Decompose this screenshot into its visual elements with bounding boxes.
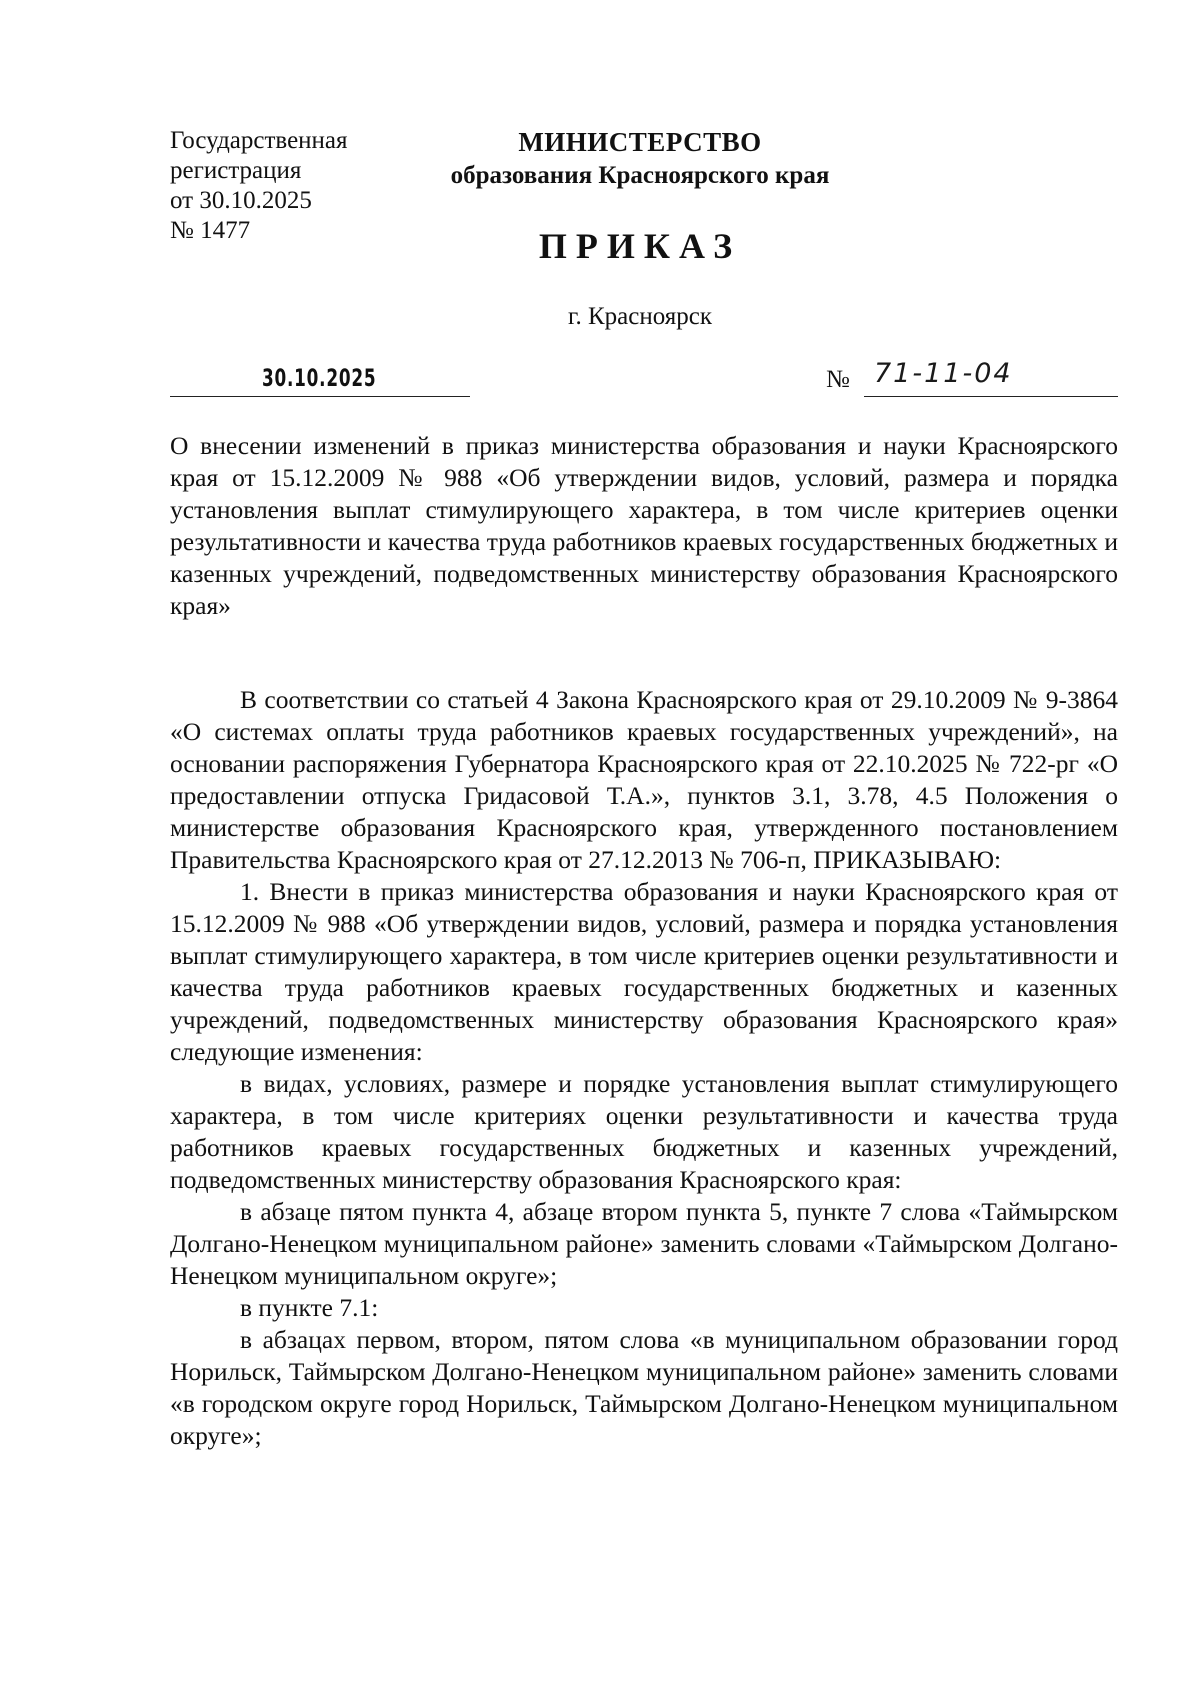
city-line: г. Красноярск bbox=[568, 303, 712, 330]
order-date: 30.10.2025 bbox=[262, 364, 377, 392]
paragraph-point-7-1: в пункте 7.1: bbox=[240, 1293, 379, 1322]
paragraph-change-1: в абзаце пятом пункта 4, абзаце втором пункта 5, пункте 7 слова «Таймырском Долгано-Ненецком муниципальном районе» заменить словами «Таймырском Долгано-Ненецком муниципальном округе»; bbox=[170, 1197, 1118, 1290]
paragraph-item-1: 1. Внести в приказ министерства образования и науки Красноярского края от 15.12.2009 № 988 «Об утверждении видов, условий, размера и порядка установления выплат стимулирующего характера, в том числе критериев оценки результативности и качества труда работников краевых государственных бюджетных и казенных учреждений, подведомственных министерству образования Красноярского края» следующие изменения: bbox=[170, 877, 1118, 1066]
registration-number: № 1477 bbox=[170, 217, 251, 244]
registration-line-2: регистрация bbox=[170, 157, 302, 184]
ministry-subtitle: образования Красноярского края bbox=[450, 162, 830, 189]
paragraph-change-2: в абзацах первом, втором, пятом слова «в муниципальном образовании город Норильск, Таймырском Долгано-Ненецком муниципальном районе» заменить словами «в городском округе город Норильск, Таймырском Долгано-Ненецком муниципальном округе»; bbox=[170, 1325, 1118, 1450]
order-subject: О внесении изменений в приказ министерства образования и науки Красноярского края от 15.12.2009 № 988 «Об утверждении видов, условий, размера и порядка установления выплат стимулирующего характера, в том числе критериев оценки результативности и качества труда работников краевых государственных бюджетных и казенных учреждений, подведомственных министерству образования Красноярского края» bbox=[170, 431, 1118, 620]
number-underline bbox=[864, 396, 1118, 397]
registration-date: от 30.10.2025 bbox=[170, 187, 312, 214]
paragraph-scope: в видах, условиях, размере и порядке установления выплат стимулирующего характера, в том числе критериях оценки результативности и качества труда работников краевых государственных бюджетных и казенных учреждений, подведомственных министерству образования Красноярского края: bbox=[170, 1069, 1118, 1194]
number-sign: № bbox=[826, 366, 850, 393]
paragraph-preamble: В соответствии со статьей 4 Закона Красноярского края от 29.10.2009 № 9-3864 «О системах оплаты труда работников краевых государственных учреждений», на основании распоряжения Губернатора Красноярского края от 22.10.2025 № 722-рг «О предоставлении отпуска Гридасовой Т.А.», пунктов 3.1, 3.78, 4.5 Положения о министерстве образования Красноярского края, утвержденного постановлением Правительства Красноярского края от 27.12.2013 № 706-п, ПРИКАЗЫВАЮ: bbox=[170, 685, 1118, 874]
registration-stamp bbox=[170, 126, 348, 246]
order-number: 71-11-04 bbox=[874, 358, 1013, 389]
order-body bbox=[170, 684, 1118, 1452]
document-type-title: ПРИКАЗ bbox=[538, 226, 742, 266]
date-underline bbox=[170, 396, 470, 397]
registration-line-1: Государственная bbox=[170, 127, 348, 154]
ministry-title: МИНИСТЕРСТВО bbox=[518, 127, 762, 157]
